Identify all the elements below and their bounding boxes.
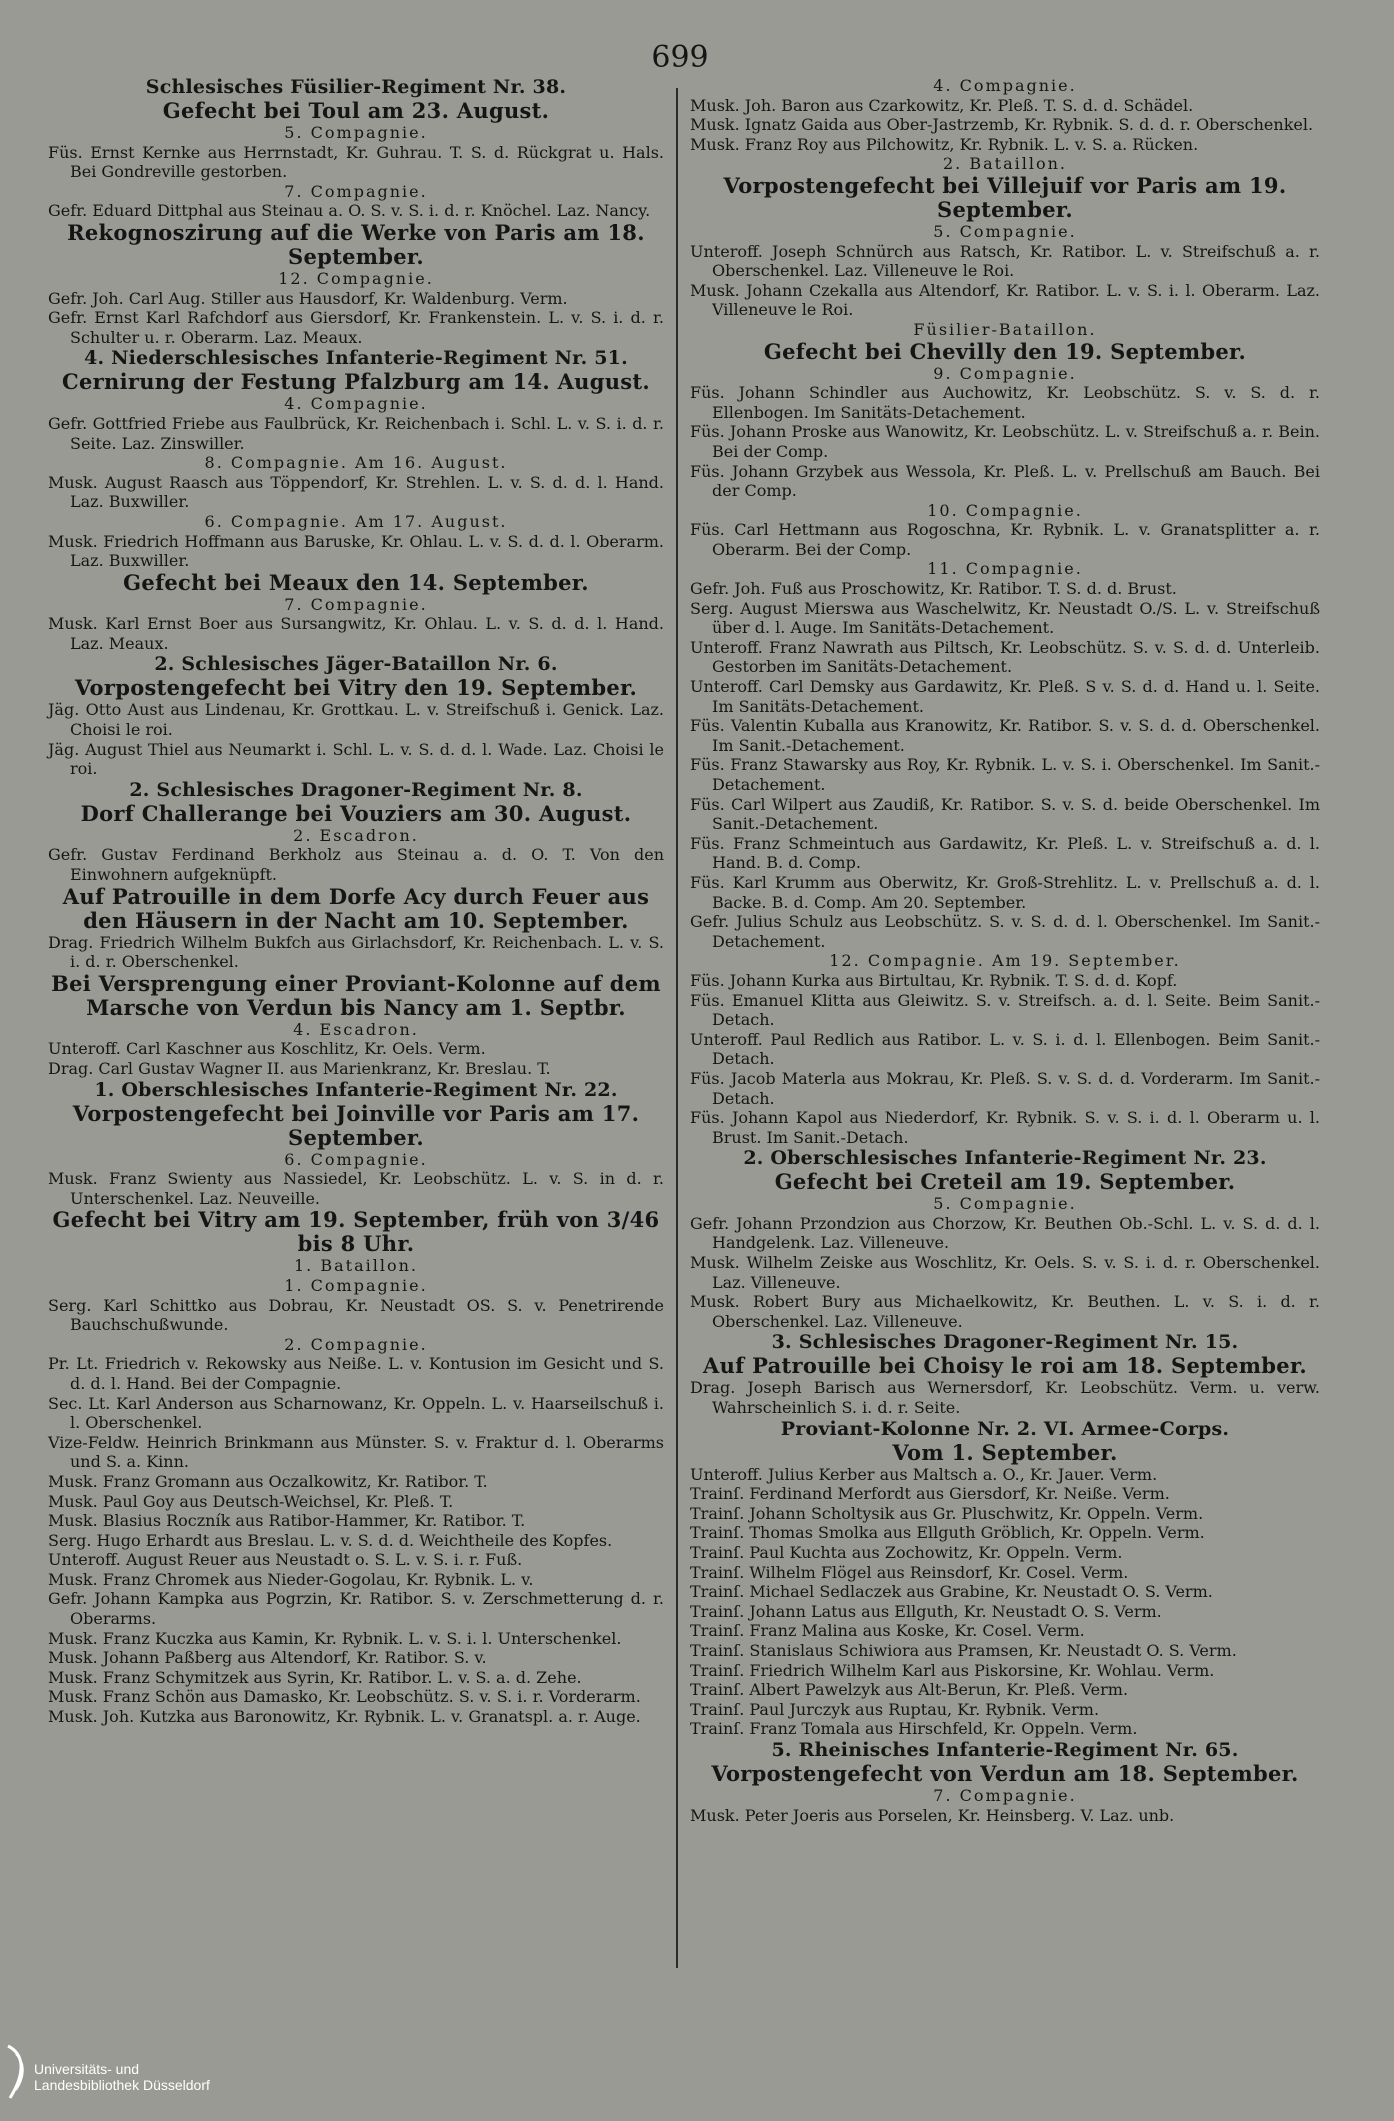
casualty-entry: Füs. Valentin Kuballa aus Kranowitz, Kr. Ratibor. S. v. S. d. d. Oberschenkel. Im Sanit.-Detachement. [690,716,1320,755]
regiment-heading: Schlesisches Füsilier-Regiment Nr. 38. [145,76,567,98]
casualty-entry: Gefr. Eduard Dittphal aus Steinau a. O. S. v. S. i. d. r. Knöchel. Laz. Nancy. [48,201,651,221]
casualty-entry: Trainſ. Friedrich Wilhelm Karl aus Piskorsine, Kr. Wohlau. Verm. [690,1660,1215,1680]
casualty-entry: Serg. Karl Schittko aus Dobrau, Kr. Neustadt OS. S. v. Penetrirende Bauchschußwunde. [48,1295,664,1335]
casualty-entry: Drag. Carl Gustav Wagner II. aus Marienkranz, Kr. Breslau. T. [48,1059,551,1078]
casualty-entry: Unteroff. Julius Kerber aus Maltsch a. O., Kr. Jauer. Verm. [690,1464,1158,1484]
library-credit [34,2061,210,2093]
unit-subheading: 5. Compagnie. [284,123,428,142]
unit-subheading: 12. Compagnie. Am 19. September. [829,951,1181,971]
casualty-entry: Musk. Robert Bury aus Michaelkowitz, Kr. Beuthen. L. v. S. i. d. r. Oberschenkel. Laz. Villeneuve. [690,1292,1320,1331]
casualty-entry: Musk. Franz Schymitzek aus Syrin, Kr. Ratibor. L. v. S. a. d. Zehe. [48,1667,582,1687]
regiment-heading: Proviant-Kolonne Nr. 2. VI. Armee-Corps. [780,1417,1230,1440]
engagement-heading: Vorpostengefecht bei Joinville vor Paris am 17. September. [72,1100,640,1150]
casualty-entry: Trainſ. Franz Malina aus Koske, Kr. Cosel. Verm. [690,1621,1085,1641]
unit-subheading: 4. Compagnie. [933,76,1077,95]
engagement-heading: Gefecht bei Vitry am 19. September, früh von 3/46 bis 8 Uhr. [52,1207,660,1257]
casualty-entry: Drag. Joseph Barisch aus Wernersdorf, Kr. Leobschütz. Verm. u. verw. Wahrscheinlich S. i. d. r. Seite. [690,1378,1320,1418]
casualty-entry: Musk. Franz Roy aus Pilchowitz, Kr. Rybnik. L. v. S. a. Rücken. [690,134,1199,154]
casualty-entry: Unteroff. Carl Demsky aus Gardawitz, Kr. Pleß. S v. S. d. d. Hand u. l. Seite. Im Sanitäts-Detachement. [690,677,1320,716]
casualty-entry: Musk. Ignatz Gaida aus Ober-Jastrzemb, Kr. Rybnik. S. d. d. r. Oberschenkel. [690,115,1314,135]
casualty-entry: Musk. Johann Paßberg aus Altendorf, Kr. Ratibor. S. v. [48,1648,487,1668]
casualty-entry: Gefr. Johann Przondzion aus Chorzow, Kr. Beuthen Ob.-Schl. L. v. S. d. d. l. Handgelenk. Laz. Villeneuve. [690,1213,1320,1253]
unit-subheading: 5. Compagnie. [933,1194,1077,1214]
regiment-heading: 2. Schlesisches Dragoner-Regiment Nr. 8. [129,778,583,801]
engagement-heading: Vom 1. September. [892,1439,1118,1465]
unit-subheading: 5. Compagnie. [933,221,1077,241]
casualty-entry: Gefr. Gustav Ferdinand Berkholz aus Steinau a. d. O. T. Von den Einwohnern aufgeknüpft. [48,845,664,885]
casualty-entry: Musk. Joh. Kutzka aus Baronowitz, Kr. Rybnik. L. v. Granatspl. a. r. Auge. [48,1707,641,1727]
unit-subheading: 7. Compagnie. [284,181,428,201]
unit-subheading: 8. Compagnie. Am 16. August. [204,453,508,473]
casualty-entry: Musk. Wilhelm Zeiske aus Woschlitz, Kr. Oels. S. v. S. i. d. r. Oberschenkel. Laz. Villeneuve. [690,1253,1320,1292]
casualty-entry: Musk. Johann Czekalla aus Altendorf, Kr. Ratibor. L. v. S. i. l. Oberarm. Laz. Villeneuve le Roi. [690,280,1320,320]
regiment-heading: 2. Schlesisches Jäger-Bataillon Nr. 6. [154,653,558,676]
left-column [48,76,664,1727]
unit-subheading: 4. Escadron. [293,1019,419,1039]
casualty-entry: Gefr. Gottfried Friebe aus Faulbrück, Kr. Reichenbach i. Schl. L. v. S. i. d. r. Seite. Laz. Zinswiller. [48,413,664,453]
regiment-heading: 3. Schlesisches Dragoner-Regiment Nr. 15. [771,1331,1239,1354]
unit-subheading: 2. Escadron. [293,825,419,845]
casualty-entry: Füs. Jacob Materla aus Mokrau, Kr. Pleß. S. v. S. d. d. Vorderarm. Im Sanit.-Detach. [690,1068,1320,1108]
unit-subheading: 11. Compagnie. [927,559,1083,579]
engagement-heading: Vorpostengefecht bei Vitry den 19. September. [74,675,638,701]
unit-subheading: 1. Compagnie. [284,1275,428,1295]
page-number: 699 [651,40,709,75]
casualty-entry: Unteroff. August Reuer aus Neustadt o. S. L. v. S. i. r. Fuß. [48,1550,523,1570]
casualty-entry: Füs. Johann Grzybek aus Wessola, Kr. Pleß. L. v. Prellschuß am Bauch. Bei der Comp. [690,461,1320,501]
casualty-entry: Trainſ. Stanislaus Schiwiora aus Pramsen, Kr. Neustadt O. S. Verm. [690,1640,1237,1660]
casualty-entry: Trainſ. Albert Pawelzyk aus Alt-Berun, Kr. Pleß. Verm. [690,1680,1129,1700]
engagement-heading: Rekognoszirung auf die Werke von Paris am 18. September. [67,219,645,269]
unit-subheading: 10. Compagnie. [927,500,1083,520]
engagement-heading: Vorpostengefecht von Verdun am 18. September. [711,1760,1299,1786]
unit-subheading: 6. Compagnie. [284,1149,428,1169]
casualty-entry: Sec. Lt. Karl Anderson aus Scharnowanz, Kr. Oppeln. L. v. Haarseilschuß i. l. Oberschenkel. [48,1393,664,1433]
casualty-entry: Füs. Carl Hettmann aus Rogoschna, Kr. Rybnik. L. v. Granatsplitter a. r. Oberarm. Bei der Comp. [690,520,1320,559]
unit-subheading: 12. Compagnie. [278,268,434,288]
casualty-entry: Musk. Peter Joeris aus Porselen, Kr. Heinsberg. V. Laz. unb. [690,1805,1175,1825]
casualty-entry: Füs. Carl Wilpert aus Zaudiß, Kr. Ratibor. S. v. S. d. beide Oberschenkel. Im Sanit.-Detachement. [690,794,1320,834]
casualty-entry: Musk. Franz Kuczka aus Kamin, Kr. Rybnik. L. v. S. i. l. Unterschenkel. [48,1628,622,1648]
casualty-entry: Trainſ. Franz Tomala aus Hirschfeld, Kr. Oppeln. Verm. [690,1719,1138,1739]
unit-subheading: 2. Compagnie. [284,1334,428,1354]
right-column [690,76,1320,1825]
casualty-entry: Füs. Johann Kapol aus Niederdorf, Kr. Rybnik. S. v. S. i. d. l. Oberarm u. l. Brust. Im Sanit.-Detach. [690,1108,1320,1147]
casualty-entry: Trainſ. Wilhelm Flögel aus Reinsdorf, Kr. Cosel. Verm. [690,1562,1129,1582]
casualty-entry: Musk. Joh. Baron aus Czarkowitz, Kr. Pleß. T. S. d. d. Schädel. [690,95,1194,115]
unit-subheading: 7. Compagnie. [933,1785,1077,1805]
casualty-entry: Jäg. Otto Aust aus Lindenau, Kr. Grottkau. L. v. Streifschuß i. Genick. Laz. Choisi le roi. [48,700,664,740]
casualty-entry: Gefr. Julius Schulz aus Leobschütz. S. v. S. d. d. l. Oberschenkel. Im Sanit.-Detachement. [690,912,1320,951]
casualty-entry: Drag. Friedrich Wilhelm Bukfch aus Girlachsdorf, Kr. Reichenbach. L. v. S. i. d. r. Oberschenkel. [48,932,664,972]
casualty-entry: Unteroff. Paul Redlich aus Ratibor. L. v. S. i. d. l. Ellenbogen. Beim Sanit.-Detach. [690,1029,1320,1069]
casualty-entry: Trainſ. Michael Sedlaczek aus Grabine, Kr. Neustadt O. S. Verm. [690,1582,1213,1602]
casualty-entry: Musk. Karl Ernst Boer aus Sursangwitz, Kr. Ohlau. L. v. S. d. d. l. Hand. Laz. Meaux. [48,614,664,653]
unit-subheading: 6. Compagnie. Am 17. August. [204,511,508,531]
unit-subheading: 2. Bataillon. [943,154,1067,174]
casualty-entry: Serg. August Mierswa aus Waschelwitz, Kr. Neustadt O./S. L. v. Streifschuß über d. l. Auge. Im Sanitäts-Detachement. [690,598,1320,638]
casualty-entry: Pr. Lt. Friedrich v. Rekowsky aus Neiße. L. v. Kontusion im Gesicht und S. d. d. l. Hand. Bei der Compagnie. [48,1354,664,1393]
engagement-heading: Vorpostengefecht bei Villejuif vor Paris am 19. September. [723,172,1287,222]
casualty-entry: Füs. Ernst Kernke aus Herrnstadt, Kr. Guhrau. T. S. d. Rückgrat u. Hals. Bei Gondreville gestorben. [48,142,664,182]
engagement-heading: Auf Patrouille bei Choisy le roi am 18. September. [703,1353,1307,1379]
regiment-heading: 4. Niederschlesisches Infanterie-Regiment Nr. 51. [84,347,628,370]
casualty-entry: Unteroff. Carl Kaschner aus Koschlitz, Kr. Oels. Verm. [48,1039,486,1059]
casualty-entry: Trainſ. Ferdinand Merfordt aus Giersdorf, Kr. Neiße. Verm. [690,1484,1170,1504]
casualty-entry: Musk. Paul Goy aus Deutsch-Weichsel, Kr. Pleß. T. [48,1491,454,1511]
casualty-entry: Trainſ. Johann Latus aus Ellguth, Kr. Neustadt O. S. Verm. [690,1601,1162,1621]
casualty-entry: Jäg. August Thiel aus Neumarkt i. Schl. L. v. S. d. d. l. Wade. Laz. Choisi le roi. [48,739,664,779]
library-logo-icon [4,2042,32,2102]
regiment-heading: 2. Oberschlesisches Infanterie-Regiment Nr. 23. [743,1147,1267,1170]
casualty-entry: Füs. Franz Stawarsky aus Roy, Kr. Rybnik. L. v. S. i. Oberschenkel. Im Sanit.-Detachement. [690,755,1320,794]
unit-subheading: 9. Compagnie. [933,363,1077,383]
engagement-heading: Gefecht bei Creteil am 19. September. [774,1169,1236,1195]
casualty-entry: Füs. Johann Proske aus Wanowitz, Kr. Leobschütz. L. v. Streifschuß a. r. Bein. Bei der Comp. [690,422,1320,461]
casualty-entry: Unteroff. Joseph Schnürch aus Ratsch, Kr. Ratibor. L. v. Streifschuß a. r. Oberschenkel. Laz. Villeneuve le Roi. [690,241,1320,281]
casualty-entry: Musk. Franz Gromann aus Oczalkowitz, Kr. Ratibor. T. [48,1471,488,1491]
casualty-entry: Musk. Blasius Roczník aus Ratibor-Hammer, Kr. Ratibor. T. [48,1511,526,1531]
casualty-entry: Musk. Franz Chromek aus Nieder-Gogolau, Kr. Rybnik. L. v. [48,1569,534,1589]
casualty-entry: Füs. Emanuel Klitta aus Gleiwitz. S. v. Streifsch. a. d. l. Seite. Beim Sanit.-Detach. [690,990,1320,1030]
library-credit-line2: Landesbibliothek Düsseldorf [34,2077,210,2093]
casualty-entry: Unteroff. Franz Nawrath aus Piltsch, Kr. Leobschütz. S. v. S. d. d. Unterleib. Gestorben im Sanitäts-Detachement. [690,637,1320,677]
casualty-entry: Musk. August Raasch aus Töppendorf, Kr. Strehlen. L. v. S. d. d. l. Hand. Laz. Buxwiller. [48,472,664,512]
engagement-heading: Gefecht bei Meaux den 14. September. [123,569,589,595]
casualty-entry: Füs. Johann Schindler aus Auchowitz, Kr. Leobschütz. S. v. S. d. r. Ellenbogen. Im Sanitäts-Detachement. [690,383,1320,422]
unit-subheading: Füsilier-Bataillon. [913,319,1097,339]
casualty-entry: Vize-Feldw. Heinrich Brinkmann aus Münster. S. v. Fraktur d. l. Oberarms und S. a. Kinn. [48,1432,664,1472]
library-credit-line1: Universitäts- und [34,2061,140,2077]
engagement-heading: Gefecht bei Toul am 23. August. [162,98,550,123]
engagement-heading: Bei Versprengung einer Proviant-Kolonne auf dem Marsche von Verdun bis Nancy am 1. Septbr. [51,970,661,1020]
engagement-heading: Dorf Challerange bei Vouziers am 30. August. [80,800,632,826]
casualty-entry: Trainſ. Paul Kuchta aus Zochowitz, Kr. Oppeln. Verm. [690,1543,1123,1562]
casualty-entry: Füs. Franz Schmeintuch aus Gardawitz, Kr. Pleß. L. v. Streifschuß a. d. l. Hand. B. d. Comp. [690,833,1320,873]
column-divider [676,88,678,1968]
casualty-entry: Gefr. Johann Kampka aus Pogrzin, Kr. Ratibor. S. v. Zerschmetterung d. r. Oberarms. [48,1589,664,1629]
casualty-entry: Gefr. Joh. Fuß aus Proschowitz, Kr. Ratibor. T. S. d. d. Brust. [690,579,1177,599]
engagement-heading: Cernirung der Festung Pfalzburg am 14. August. [61,369,651,395]
casualty-entry: Füs. Karl Krumm aus Oberwitz, Kr. Groß-Strehlitz. L. v. Prellschuß a. d. l. Backe. B. d. Comp. Am 20. September. [690,872,1320,912]
unit-subheading: 1. Bataillon. [294,1256,418,1276]
unit-subheading: 7. Compagnie. [284,594,428,614]
casualty-entry: Gefr. Joh. Carl Aug. Stiller aus Hausdorf, Kr. Waldenburg. Verm. [48,288,568,308]
casualty-entry: Trainſ. Paul Jurczyk aus Ruptau, Kr. Rybnik. Verm. [690,1699,1100,1719]
regiment-heading: 1. Oberschlesisches Infanterie-Regiment Nr. 22. [94,1078,618,1101]
regiment-heading: 5. Rheinisches Infanterie-Regiment Nr. 65. [771,1738,1239,1761]
casualty-entry: Gefr. Ernst Karl Rafchdorf aus Giersdorf, Kr. Frankenstein. L. v. S. i. d. r. Schulter u. r. Oberarm. Laz. Meaux. [48,308,664,347]
casualty-entry: Füs. Johann Kurka aus Birtultau, Kr. Rybnik. T. S. d. d. Kopf. [690,970,1178,990]
casualty-entry: Trainſ. Thomas Smolka aus Ellguth Gröblich, Kr. Oppeln. Verm. [690,1523,1205,1543]
engagement-heading: Auf Patrouille in dem Dorfe Acy durch Feuer aus den Häusern in der Nacht am 10. September. [62,883,650,933]
casualty-entry: Musk. Franz Swienty aus Nassiedel, Kr. Leobschütz. L. v. S. in d. r. Unterschenkel. Laz. Neuveille. [48,1169,664,1208]
casualty-entry: Musk. Friedrich Hoffmann aus Baruske, Kr. Ohlau. L. v. S. d. d. l. Oberarm. Laz. Buxwiller. [48,531,664,571]
casualty-entry: Musk. Franz Schön aus Damasko, Kr. Leobschütz. S. v. S. i. r. Vorderarm. [48,1687,641,1707]
unit-subheading: 4. Compagnie. [284,394,428,414]
casualty-entry: Trainſ. Johann Scholtysik aus Gr. Pluschwitz, Kr. Oppeln. Verm. [690,1503,1204,1523]
engagement-heading: Gefecht bei Chevilly den 19. September. [763,338,1247,364]
casualty-entry: Serg. Hugo Erhardt aus Breslau. L. v. S. d. d. Weichtheile des Kopfes. [48,1530,613,1550]
